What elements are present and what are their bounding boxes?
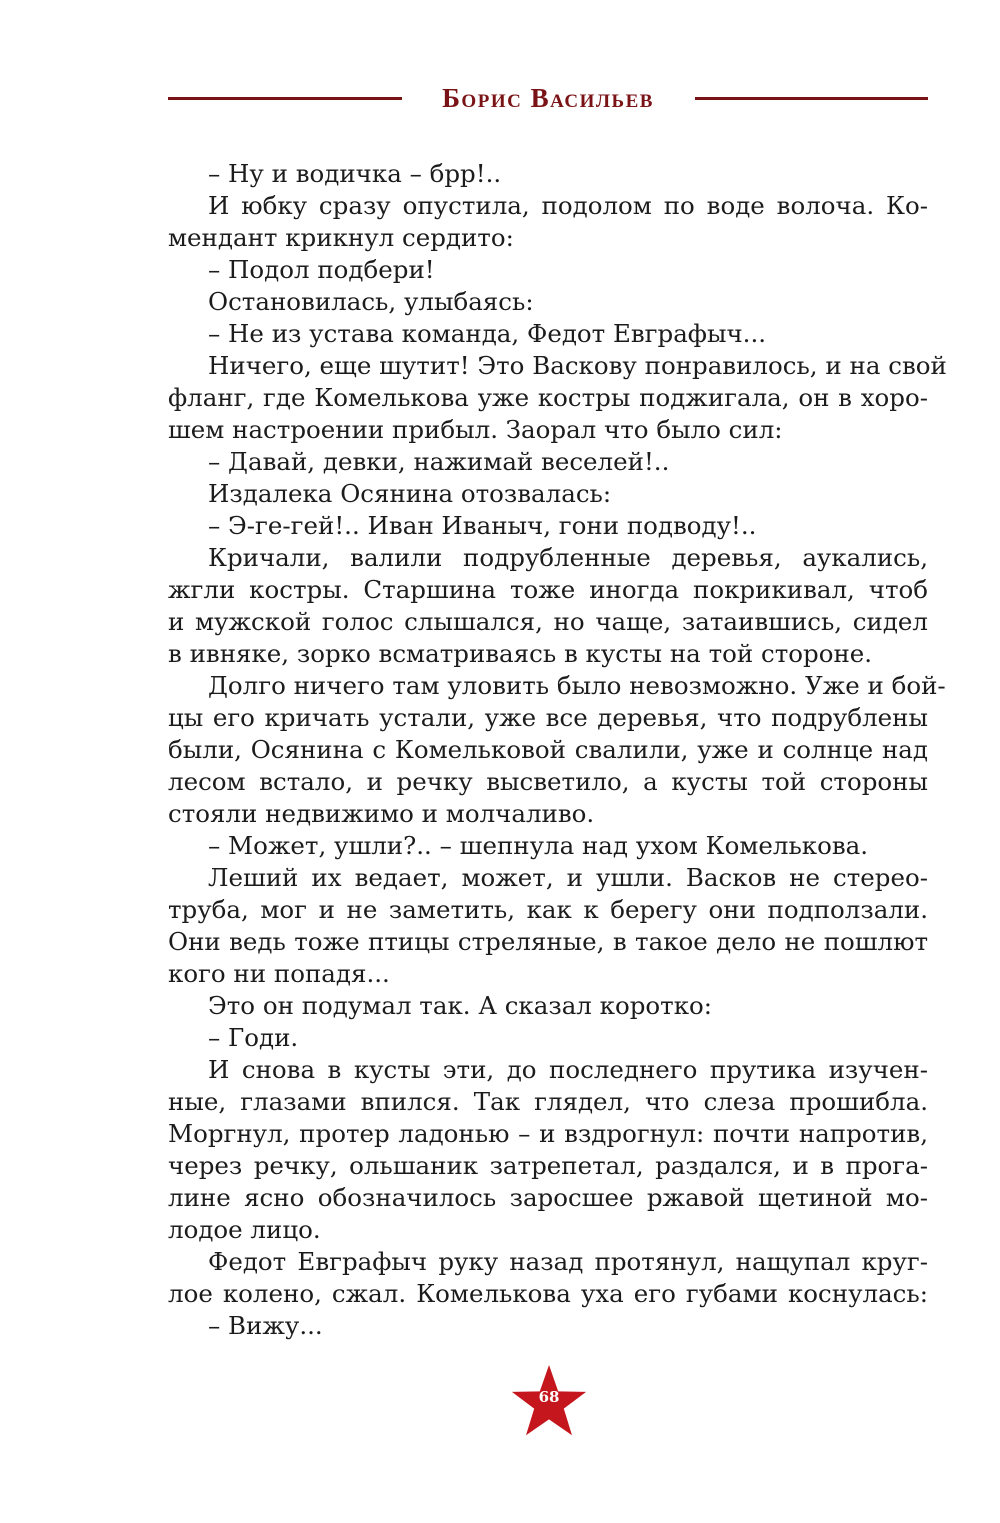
text-line: и мужской голос слышался, но чаще, затаившись, сидел bbox=[168, 607, 928, 636]
text-line: Издалека Осянина отозвалась: bbox=[208, 479, 612, 508]
text-line: труба, мог и не заметить, как к берегу они подползали. bbox=[168, 895, 928, 924]
text-line: – Э-ге-гей!.. Иван Иваныч, гони подводу!.. bbox=[208, 511, 757, 540]
text-line: Они ведь тоже птицы стреляные, в такое дело не пошлют bbox=[168, 927, 928, 956]
text-line: Федот Евграфыч руку назад протянул, нащупал круг- bbox=[208, 1247, 928, 1276]
text-line: И снова в кусты эти, до последнего прутика изучен- bbox=[208, 1055, 928, 1084]
header-rule-right bbox=[695, 97, 928, 100]
text-line: – Подол подбери! bbox=[208, 255, 435, 284]
text-line: – Вижу... bbox=[208, 1311, 323, 1340]
text-line: фланг, где Комелькова уже костры поджигала, он в хоро- bbox=[168, 383, 928, 412]
text-line: – Годи. bbox=[208, 1023, 299, 1052]
text-line: Кричали, валили подрубленные деревья, аукались, bbox=[208, 543, 928, 572]
text-line: стояли недвижимо и молчаливо. bbox=[168, 799, 595, 828]
text-line: Ничего, еще шутит! Это Васкову понравилось, и на свой bbox=[208, 351, 947, 380]
text-line: – Давай, девки, нажимай веселей!.. bbox=[208, 447, 670, 476]
text-line: шем настроении прибыл. Заорал что было сил: bbox=[168, 415, 783, 444]
page-number-badge bbox=[510, 1363, 588, 1441]
text-line: лодое лицо. bbox=[168, 1215, 321, 1244]
text-line: были, Осянина с Комельковой свалили, уже и солнце над bbox=[168, 735, 928, 764]
text-line: лине ясно обозначилось заросшее ржавой щетиной мо- bbox=[168, 1183, 928, 1212]
text-line: И юбку сразу опустила, подолом по воде волоча. Ко- bbox=[208, 191, 928, 220]
text-line: кого ни попадя... bbox=[168, 959, 390, 988]
text-line: лое колено, сжал. Комелькова уха его губами коснулась: bbox=[168, 1279, 928, 1308]
page-number: 68 bbox=[538, 1388, 560, 1406]
text-line: – Не из устава команда, Федот Евграфыч... bbox=[208, 319, 767, 348]
text-line: Остановилась, улыбаясь: bbox=[208, 287, 534, 316]
text-line: жгли костры. Старшина тоже иногда покрикивал, чтоб bbox=[168, 575, 928, 604]
text-line: мендант крикнул сердито: bbox=[168, 223, 514, 252]
text-line: Долго ничего там уловить было невозможно. Уже и бой- bbox=[208, 671, 946, 700]
text-line: через речку, ольшаник затрепетал, раздался, и в прога- bbox=[168, 1151, 928, 1180]
header-rule-left bbox=[168, 97, 402, 100]
text-line: – Ну и водичка – брр!.. bbox=[208, 159, 502, 188]
text-line: Моргнул, протер ладонью – и вздрогнул: почти напротив, bbox=[168, 1119, 928, 1148]
text-line: Это он подумал так. А сказал коротко: bbox=[208, 991, 713, 1020]
text-line: лесом встало, и речку высветило, а кусты той стороны bbox=[168, 767, 928, 796]
text-line: ные, глазами впился. Так глядел, что слеза прошибла. bbox=[168, 1087, 928, 1116]
running-header bbox=[168, 80, 928, 116]
author-name: Борис Васильев bbox=[442, 83, 654, 113]
text-line: цы его кричать устали, уже все деревья, что подрублены bbox=[168, 703, 928, 732]
text-line: в ивняке, зорко всматриваясь в кусты на той стороне. bbox=[168, 639, 873, 668]
body-text bbox=[168, 158, 947, 1342]
text-line: – Может, ушли?.. – шепнула над ухом Комелькова. bbox=[208, 831, 869, 860]
text-line: Леший их ведает, может, и ушли. Васков не стерео- bbox=[208, 863, 928, 892]
